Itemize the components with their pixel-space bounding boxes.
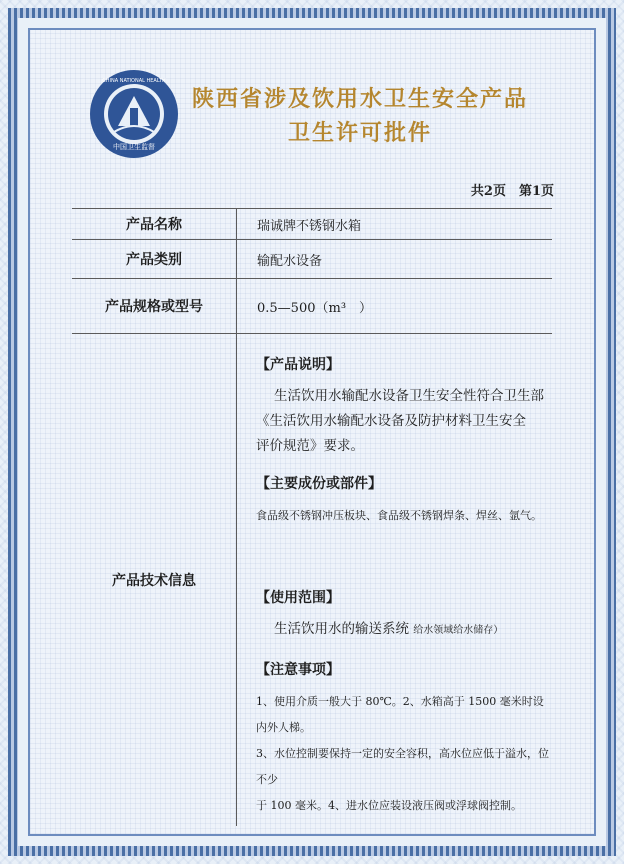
- product-info-table: [72, 208, 552, 826]
- product-name-label: 产品名称: [72, 209, 237, 240]
- description-heading: 【产品说明】: [256, 356, 340, 373]
- table-row: [72, 240, 552, 279]
- usage-text: [256, 617, 551, 643]
- description-text-3: 评价规范》要求。: [256, 437, 364, 454]
- tech-info-label: 产品技术信息: [72, 334, 237, 827]
- components-heading: 【主要成份或部件】: [256, 475, 382, 492]
- notes-text-2: 3、水位控制要保持一定的安全容积，高水位应低于溢水，位不少: [256, 746, 549, 786]
- notes-text-3: 于 100 毫米。4、进水位应装设液压阀或浮球阀控制。: [256, 798, 522, 812]
- product-spec-label: 产品规格或型号: [72, 279, 237, 334]
- product-spec-value: 0.5—500（m³ ）: [237, 279, 553, 334]
- table-row: [72, 279, 552, 334]
- health-supervision-emblem-icon: [88, 68, 180, 160]
- product-name-value: 瑞诚牌不锈钢水箱: [237, 209, 553, 240]
- svg-text:中国卫生监督: 中国卫生监督: [113, 143, 155, 151]
- page-counter: 共2页 第1页: [470, 184, 554, 199]
- document-title-line2: 卫生许可批件: [287, 121, 432, 146]
- document-title-line1: 陕西省涉及饮用水卫生安全产品: [191, 87, 528, 112]
- tech-info-content: [237, 334, 553, 827]
- table-row: [72, 334, 552, 827]
- usage-text-main: 生活饮用水的输送系统: [274, 620, 409, 637]
- usage-heading: 【使用范围】: [256, 589, 340, 606]
- product-category-label: 产品类别: [72, 240, 237, 279]
- notes-text-1: 1、使用介质一般大于 80℃。2、水箱高于 1500 毫米时设内外人梯。: [256, 694, 544, 734]
- svg-text:CHINA NATIONAL HEALTH: CHINA NATIONAL HEALTH: [102, 78, 166, 84]
- description-text-2: 《生活饮用水输配水设备及防护材料卫生安全: [256, 412, 526, 429]
- notes-heading: 【注意事项】: [256, 661, 340, 678]
- components-text: 食品级不锈钢冲压板块、食品级不锈钢焊条、焊丝、氩气。: [256, 508, 542, 522]
- usage-text-note: 给水领域给水储存）: [413, 624, 504, 636]
- description-text-1: 生活饮用水输配水设备卫生安全性符合卫生部: [274, 387, 544, 404]
- table-row: [72, 209, 552, 240]
- product-category-value: 输配水设备: [237, 240, 553, 279]
